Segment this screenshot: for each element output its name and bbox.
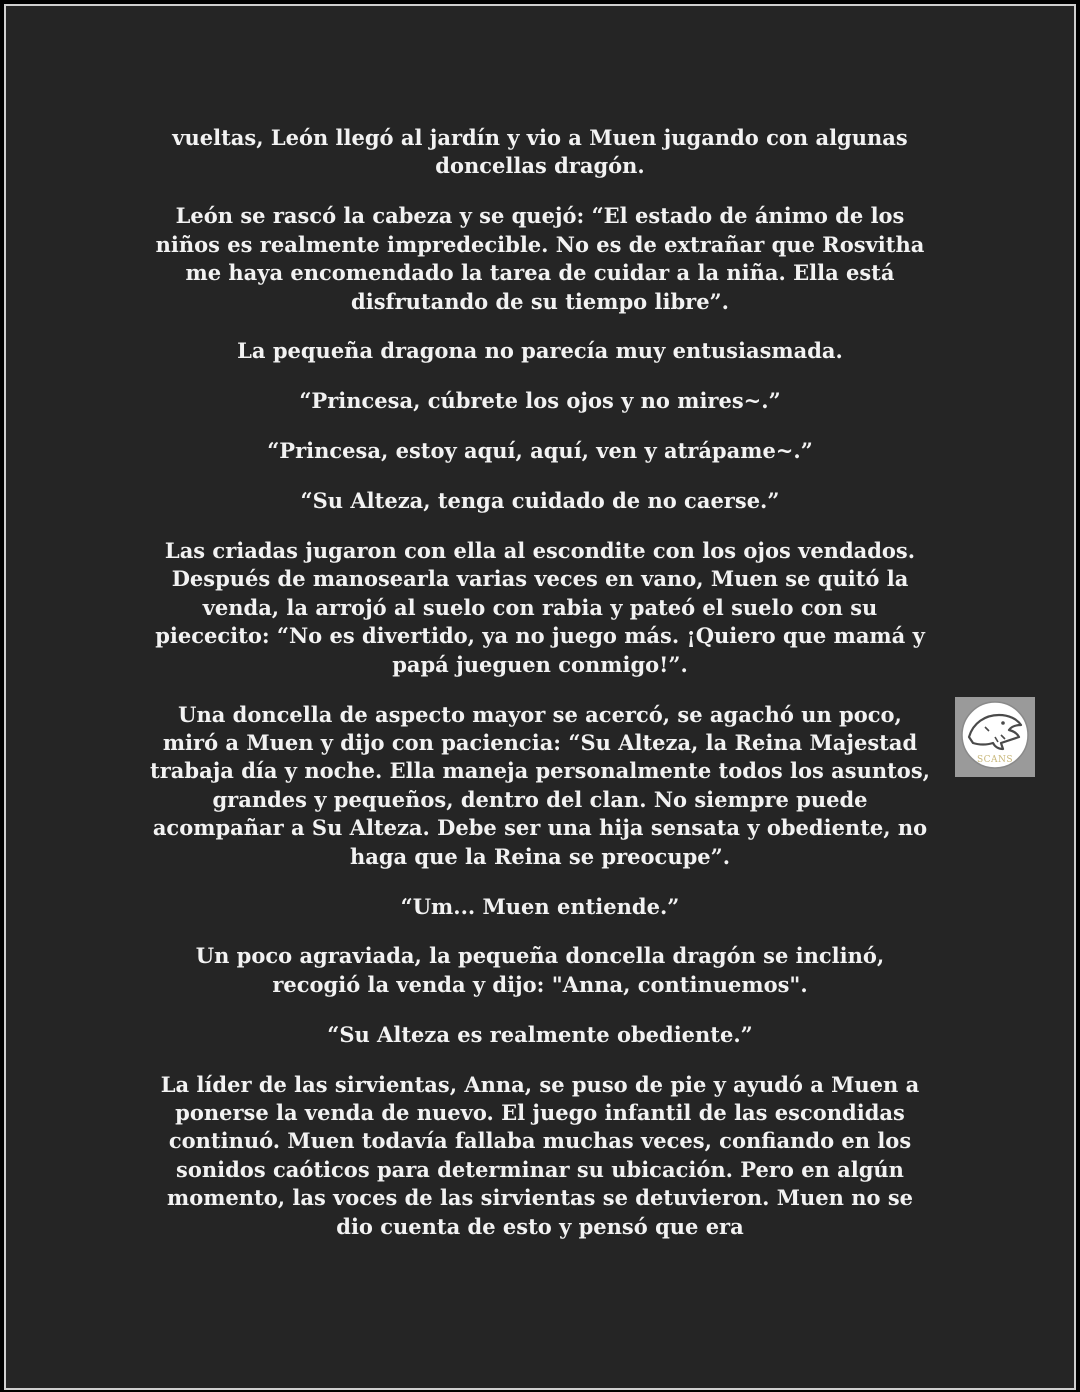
- paragraph: Una doncella de aspecto mayor se acercó, se agachó un poco, miró a Muen y dijo con paciencia: “Su Alteza, la Reina Majestad trabaja día y noche. Ella maneja personalmente todos los asuntos, grandes y pequeños, dentro del clan. No siempre puede acompañar a Su Alteza. Debe ser una hija sensata y obediente, no haga que la Reina se preocupe”.: [150, 701, 930, 869]
- paragraph: Las criadas jugaron con ella al escondite con los ojos vendados. Después de manosearla varias veces en vano, Muen se quitó la venda, la arrojó al suelo con rabia y pateó el suelo con su piececito: “No es divertido, ya no juego más. ¡Quiero que mamá y papá jueguen conmigo!”.: [155, 538, 925, 677]
- paragraph: “Princesa, estoy aquí, aquí, ven y atrápame~.”: [267, 438, 813, 464]
- paragraph: vueltas, León llegó al jardín y vio a Muen jugando con algunas doncellas dragón.: [172, 125, 908, 179]
- scanlation-watermark: [955, 697, 1035, 777]
- paragraph: Un poco agraviada, la pequeña doncella dragón se inclinó, recogió la venda y dijo: "Anna, continuemos".: [195, 943, 885, 997]
- paragraph: La pequeña dragona no parecía muy entusiasmada.: [237, 338, 843, 364]
- paragraph: León se rascó la cabeza y se quejó: “El estado de ánimo de los niños es realmente impredecible. No es de extrañar que Rosvitha me haya encomendado la tarea de cuidar a la niña. Ella está disfrutando de su tiempo libre”.: [155, 203, 925, 314]
- paragraph: “Um... Muen entiende.”: [400, 893, 680, 919]
- dinosaur-logo-icon: [955, 697, 1035, 777]
- story-text: [150, 124, 930, 1263]
- paragraph: “Su Alteza, tenga cuidado de no caerse.”: [300, 488, 780, 514]
- paragraph: “Su Alteza es realmente obediente.”: [327, 1021, 753, 1047]
- paragraph: La líder de las sirvientas, Anna, se puso de pie y ayudó a Muen a ponerse la venda de nuevo. El juego infantil de las escondidas continuó. Muen todavía fallaba muchas veces, confiando en los sonidos caóticos para determinar su ubicación. Pero en algún momento, las voces de las sirvientas se detuvieron. Muen no se dio cuenta de esto y pensó que era: [160, 1071, 920, 1239]
- watermark-text: SCANS: [976, 755, 1014, 765]
- paragraph: “Princesa, cúbrete los ojos y no mires~.”: [299, 388, 781, 414]
